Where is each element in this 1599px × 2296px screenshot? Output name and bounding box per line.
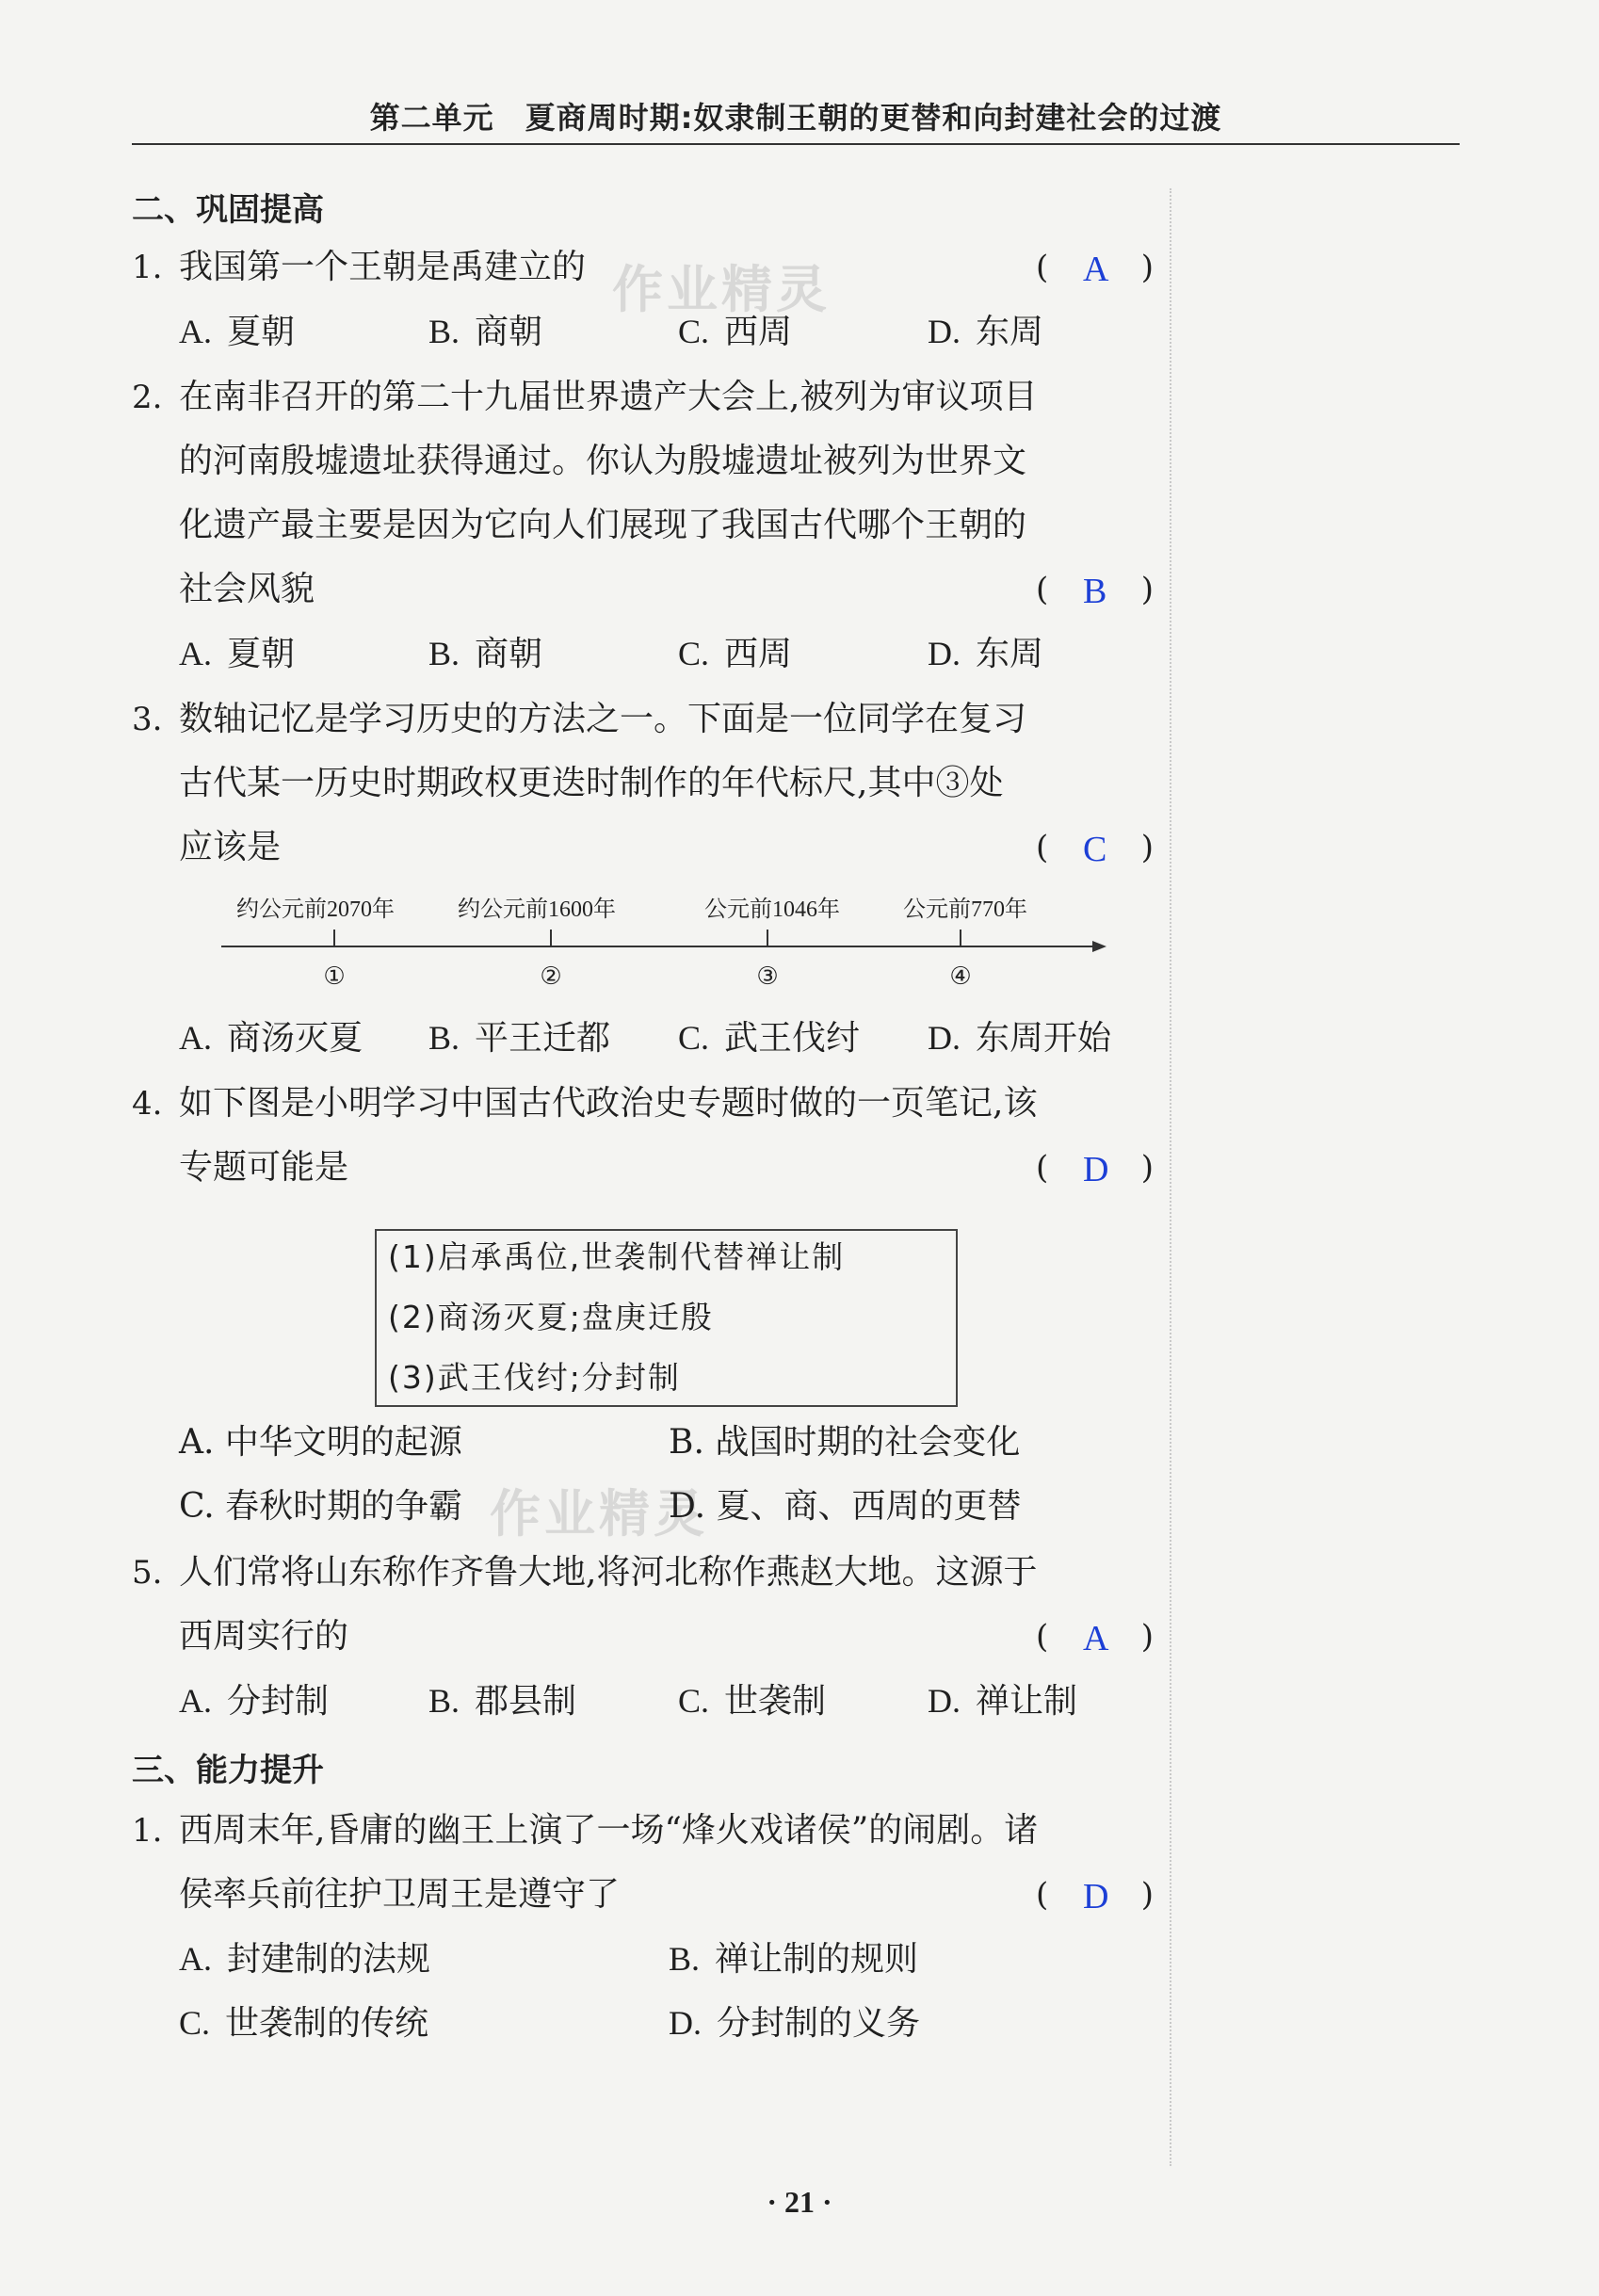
option-b [428, 1017, 610, 1059]
paren-left: ( [1036, 829, 1049, 866]
answer-letter: D [1083, 1877, 1109, 1916]
option-a [179, 311, 295, 353]
option-letter: B. [428, 1019, 460, 1057]
option-d [669, 2002, 920, 2045]
option-text: 分封制 [227, 1682, 330, 1721]
question-line: 西周末年,昏庸的幽王上演了一场“烽火戏诸侯”的闹剧。诸 [179, 1811, 1039, 1850]
paren-left: ( [1036, 1149, 1049, 1187]
question-number: 2. [132, 379, 163, 416]
question-line: 化遗产最主要是因为它向人们展现了我国古代哪个王朝的 [179, 506, 1027, 544]
option-text: 禅让制的规则 [715, 1940, 919, 1979]
timeline-ruler [217, 890, 1121, 1003]
paren-right: ) [1140, 829, 1154, 866]
question-number: 5. [132, 1554, 163, 1592]
option-letter: C. [678, 1019, 710, 1057]
timeline-arrowhead [1092, 941, 1106, 952]
option-text: 封建制的法规 [227, 1940, 431, 1979]
paren-left: ( [1036, 249, 1049, 286]
question-line: 人们常将山东称作齐鲁大地,将河北称作燕赵大地。这源于 [179, 1553, 1038, 1592]
question-number: 1. [132, 1812, 163, 1850]
option-text: 东周开始 [976, 1019, 1112, 1058]
section-title: 三、能力提升 [132, 1752, 324, 1789]
timeline-date: 公元前1046年 [704, 897, 840, 922]
paren-left: ( [1036, 571, 1049, 608]
option-letter: B. [428, 1682, 460, 1720]
question-number: 3. [132, 701, 163, 738]
option-letter: C. [179, 2004, 211, 2042]
option-letter: C. [678, 635, 710, 672]
option-c [678, 633, 792, 675]
paren-right: ) [1140, 1876, 1154, 1914]
question-line: 在南非召开的第二十九届世界遗产大会上,被列为审议项目 [179, 378, 1038, 416]
option-text: 分封制的义务 [717, 2004, 921, 2043]
note-line: (2)商汤灭夏;盘庚迁殷 [388, 1299, 714, 1335]
question-line: 应该是 [179, 828, 282, 866]
option-c: C. 春秋时期的争霸 [179, 1487, 463, 1526]
option-letter: A. [179, 635, 212, 672]
option-a [179, 1680, 329, 1722]
option-letter: B. [669, 1940, 701, 1978]
option-d: D. 夏、商、西周的更替 [669, 1487, 1022, 1526]
option-a: A. 中华文明的起源 [179, 1423, 462, 1462]
question-number: 4. [132, 1085, 163, 1123]
option-text: 商朝 [475, 635, 543, 673]
option-letter: A. [179, 1940, 212, 1978]
section-title: 二、巩固提高 [132, 191, 324, 229]
timeline-marker: ③ [756, 962, 779, 991]
timeline-date: 公元前770年 [903, 897, 1027, 922]
option-d [928, 633, 1043, 675]
paren-right: ) [1140, 1618, 1154, 1656]
timeline-marker: ① [323, 962, 346, 991]
page-number: · 21 · [767, 2185, 832, 2219]
option-d [928, 311, 1043, 353]
watermark: 作业精灵 [612, 260, 831, 319]
question-line: 社会风貌 [179, 570, 315, 608]
timeline-marker: ② [540, 962, 562, 991]
option-c [678, 1017, 860, 1059]
option-letter: A. [179, 1682, 212, 1720]
timeline-date: 约公元前1600年 [458, 897, 616, 922]
question-line: 古代某一历史时期政权更迭时制作的年代标尺,其中③处 [179, 764, 1004, 802]
paren-left: ( [1036, 1618, 1049, 1656]
answer-letter: B [1083, 572, 1107, 611]
option-text: 东周 [976, 635, 1044, 673]
timeline-marker: ④ [949, 962, 972, 991]
option-text: 西周 [724, 635, 793, 673]
option-text: 武王伐纣 [724, 1019, 861, 1058]
option-letter: D. [928, 1682, 961, 1720]
question-line: 数轴记忆是学习历史的方法之一。下面是一位同学在复习 [179, 700, 1027, 738]
question-line: 西周实行的 [179, 1617, 349, 1656]
paren-left: ( [1036, 1876, 1049, 1914]
option-letter: D. [928, 1019, 961, 1057]
paren-right: ) [1140, 571, 1154, 608]
option-text: 世袭制 [724, 1682, 827, 1721]
option-text: 商汤灭夏 [227, 1019, 363, 1058]
option-letter: D. [669, 2004, 702, 2042]
note-line: (1)启承禹位,世袭制代替禅让制 [388, 1238, 846, 1275]
option-text: 夏朝 [227, 635, 296, 673]
timeline-date: 约公元前2070年 [236, 897, 395, 922]
option-b [428, 1680, 576, 1722]
option-text: 商朝 [475, 313, 543, 351]
margin-divider [1170, 188, 1171, 2166]
question-line: 专题可能是 [179, 1148, 349, 1187]
option-text: 禅让制 [976, 1682, 1078, 1721]
option-b [428, 311, 542, 353]
answer-letter: D [1083, 1150, 1109, 1189]
answer-letter: A [1083, 1619, 1109, 1658]
option-c [678, 1680, 826, 1722]
option-letter: C. [678, 1682, 710, 1720]
header-rule [132, 143, 1460, 145]
option-text: 郡县制 [475, 1682, 577, 1721]
option-d [928, 1017, 1111, 1059]
question-line: 侯率兵前往护卫周王是遵守了 [179, 1875, 621, 1914]
option-c [179, 2002, 428, 2045]
option-text: 东周 [976, 313, 1044, 351]
answer-letter: C [1083, 830, 1107, 869]
option-d [928, 1680, 1077, 1722]
option-text: 夏朝 [227, 313, 296, 351]
unit-header: 第二单元 夏商周时期:奴隶制王朝的更替和向封建社会的过渡 [369, 100, 1222, 136]
option-b [669, 1938, 918, 1981]
option-letter: C. [678, 313, 710, 350]
option-letter: D. [928, 635, 961, 672]
answer-letter: A [1083, 250, 1109, 289]
paren-right: ) [1140, 249, 1154, 286]
option-text: 世袭制的传统 [225, 2004, 429, 2043]
option-b [428, 633, 542, 675]
question-line: 如下图是小明学习中国古代政治史专题时做的一页笔记,该 [179, 1084, 1038, 1123]
option-b: B. 战国时期的社会变化 [669, 1423, 1021, 1462]
note-line: (3)武王伐纣;分封制 [388, 1359, 681, 1396]
option-text: 平王迁都 [475, 1019, 611, 1058]
option-letter: B. [428, 635, 460, 672]
option-letter: A. [179, 313, 212, 350]
question-line: 的河南殷墟遗址获得通过。你认为殷墟遗址被列为世界文 [179, 442, 1027, 480]
option-letter: D. [928, 313, 961, 350]
option-letter: B. [428, 313, 460, 350]
option-c [678, 311, 792, 353]
paren-right: ) [1140, 1149, 1154, 1187]
watermark: 作业精灵 [490, 1484, 708, 1544]
option-a [179, 1938, 430, 1981]
option-a [179, 1017, 363, 1059]
note-box [375, 1229, 958, 1407]
option-a [179, 633, 295, 675]
question-number: 1. [132, 249, 163, 286]
option-text: 西周 [724, 313, 793, 351]
question-stem: 我国第一个王朝是禹建立的 [179, 248, 587, 286]
option-letter: A. [179, 1019, 212, 1057]
